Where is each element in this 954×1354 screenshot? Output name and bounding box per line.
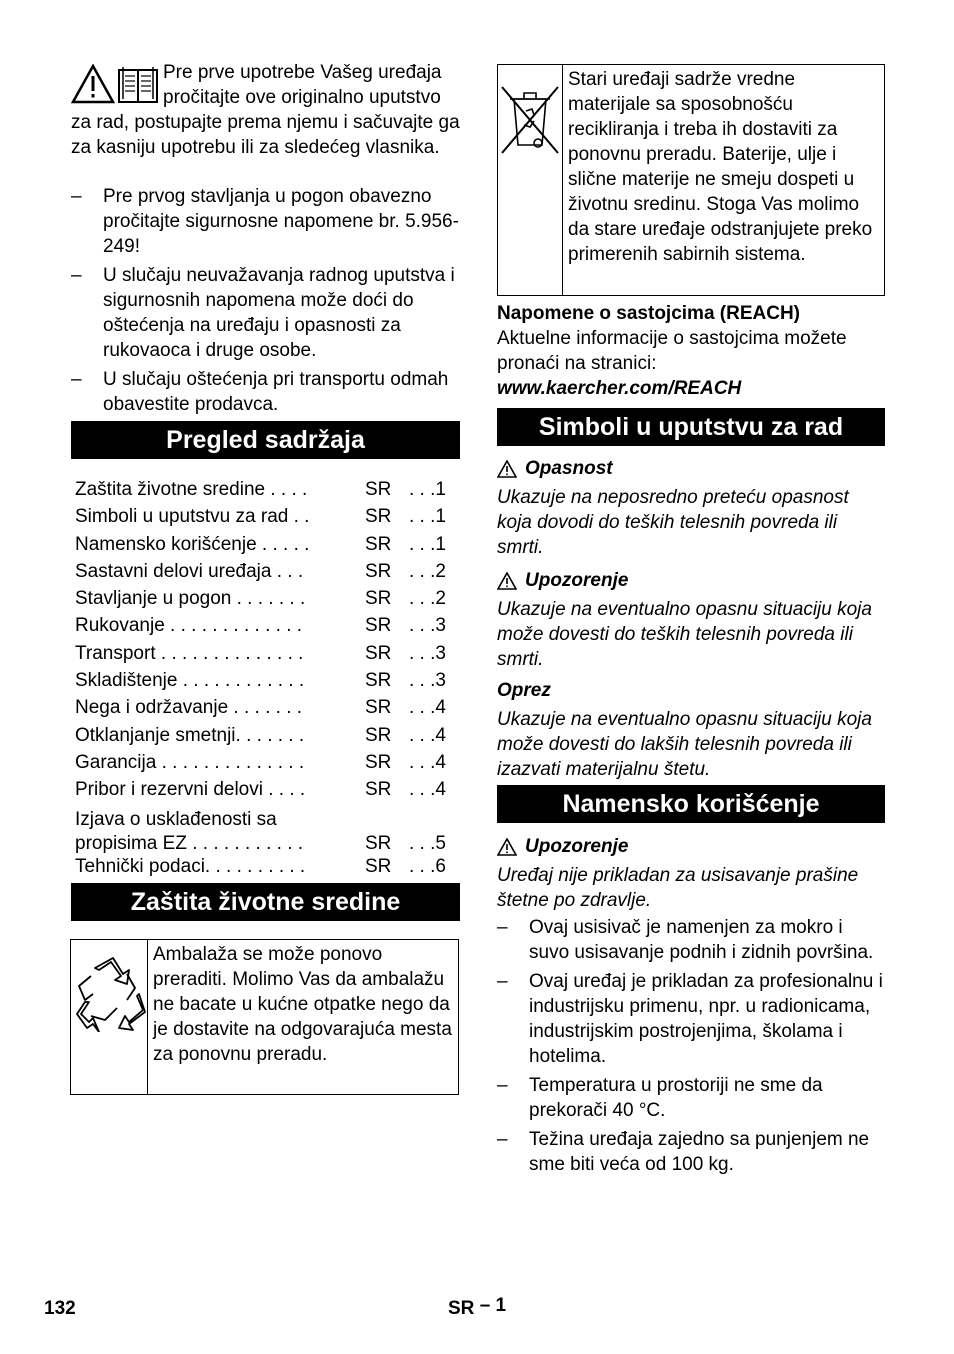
footer-section [448, 1295, 507, 1320]
intended-warning-text: Uređaj nije prikladan za usisavanje prašine štetne po zdravlje. [497, 865, 859, 911]
intro-paragraph [71, 60, 460, 160]
caution-title: Oprez [497, 680, 551, 701]
weee-box [497, 64, 885, 296]
toc-row[interactable]: Sastavni delovi uređaja . . . SR . . .2 [75, 560, 446, 582]
warning-text: Ukazuje na eventualno opasnu situaciju koja može dovesti do teških telesnih povreda ili smrti. [497, 599, 872, 670]
weee-text: Stari uređaji sadrže vredne materijale sa sposobnošću recikliranja i treba ih dostaviti za ponovnu preradu. Baterije, ulje i slične materije ne smeju dospeti u životnu sredinu. Stoga Vas molimo da stare uređaje odstranjujete preko primerenih sabirnih sistema. [568, 69, 873, 265]
intended-use-section [497, 834, 885, 1179]
toc-row[interactable]: Nega i održavanje . . . . . . . SR . . .4 [75, 697, 446, 719]
warning-title: Upozorenje [497, 834, 885, 859]
danger-title: Opasnost [497, 456, 885, 481]
warning-title: Upozorenje [497, 568, 885, 593]
warning-triangle-icon [497, 838, 517, 856]
toc-row[interactable]: Garancija . . . . . . . . . . . . . . SR . . .4 [75, 751, 446, 773]
list-item: – Ovaj usisivač je namenjen za mokro i suvo usisavanje podnih i zidnih površina. [497, 915, 885, 965]
symbols-section [497, 456, 885, 782]
toc-row[interactable]: Zaštita životne sredine . . . . SR . . .1 [75, 479, 446, 500]
toc-row[interactable]: Namensko korišćenje . . . . . SR . . .1 [75, 533, 446, 555]
warning-triangle-icon [497, 572, 517, 590]
list-item: – U slučaju oštećenja pri transportu odmah obavestite prodavca. [71, 367, 460, 417]
list-item: – Pre prvog stavljanja u pogon obavezno pročitajte sigurnosne napomene br. 5.956-249! [71, 184, 460, 259]
toc-row[interactable]: Rukovanje . . . . . . . . . . . . . SR . . .3 [75, 615, 446, 637]
reach-text: Aktuelne informacije o sastojcima možete pronaći na stranici: [497, 328, 847, 374]
danger-text: Ukazuje na neposredno preteću opasnost koja dovodi do teških telesnih povreda ili smrti. [497, 487, 849, 558]
table-of-contents [75, 476, 459, 880]
toc-row[interactable]: Stavljanje u pogon . . . . . . . SR . . .2 [75, 588, 446, 610]
toc-row[interactable]: Tehnički podaci. . . . . . . . . . SR . . .6 [75, 855, 446, 877]
reach-heading: Napomene o sastojcima (REACH) [497, 303, 801, 324]
toc-row[interactable]: Simboli u uputstvu za rad . . SR . . .1 [75, 506, 446, 528]
list-item: – U slučaju neuvažavanja radnog uputstva i sigurnosnih napomena može doći do oštećenja na uređaju i opasnosti za rukovaoca i druge osobe. [71, 263, 460, 363]
list-item: – Težina uređaja zajedno sa punjenjem ne sme biti veća od 100 kg. [497, 1127, 885, 1177]
toc-row[interactable]: Transport . . . . . . . . . . . . . . SR . . .3 [75, 642, 446, 664]
crossed-bin-icon [498, 81, 562, 157]
symbols-heading: Simboli u uputstvu za rad [497, 408, 885, 446]
intended-use-heading: Namensko korišćenje [497, 785, 885, 823]
caution-text: Ukazuje na eventualno opasnu situaciju koja može dovesti do lakših telesnih povreda ili izazvati materijalnu štetu. [497, 709, 872, 780]
warning-triangle-icon [497, 460, 517, 478]
intro-list [71, 184, 460, 419]
warning-manual-icons [71, 64, 163, 110]
intro-text: Pre prve upotrebe Vašeg uređaja pročitajte ove originalno uputstvo za rad, postupajte prema njemu i sačuvajte ga za kasniju upotrebu ili za sledećeg vlasnika. [71, 62, 460, 158]
reach-link[interactable]: www.kaercher.com/REACH [497, 378, 742, 399]
manual-book-icon [119, 67, 157, 102]
recycle-icon [71, 956, 147, 1032]
toc-row[interactable]: Otklanjanje smetnji. . . . . . . SR . . .4 [75, 724, 446, 746]
list-item: – Ovaj uređaj je prikladan za profesionalnu i industrijsku primenu, npr. u radionicama, industrijskim postrojenjima, školama i hotelima. [497, 969, 885, 1069]
page-number: 132 [44, 1298, 76, 1319]
environment-heading: Zaštita životne sredine [71, 883, 460, 921]
warning-triangle-icon [71, 64, 159, 104]
reach-section [497, 301, 885, 401]
footer-section-page: – 1 [479, 1295, 507, 1316]
recycle-text: Ambalaža se može ponovo preraditi. Molimo Vas da ambalažu ne bacate u kućne otpatke nego da je dostavite na odgovarajuća mesta za ponovnu preradu. [153, 944, 452, 1065]
list-item: – Temperatura u prostoriji ne sme da prekorači 40 °C. [497, 1073, 885, 1123]
toc-heading: Pregled sadržaja [71, 421, 460, 459]
recycle-box [70, 939, 459, 1095]
toc-row[interactable]: Izjava o usklađenosti sa propisima EZ . . . . . . . . . . . SR . . .5 [75, 808, 446, 854]
toc-row[interactable]: Skladištenje . . . . . . . . . . . . SR . . .3 [75, 670, 446, 692]
toc-row[interactable]: Pribor i rezervni delovi . . . . SR . . .4 [75, 779, 446, 801]
footer-lang: SR [448, 1298, 475, 1319]
